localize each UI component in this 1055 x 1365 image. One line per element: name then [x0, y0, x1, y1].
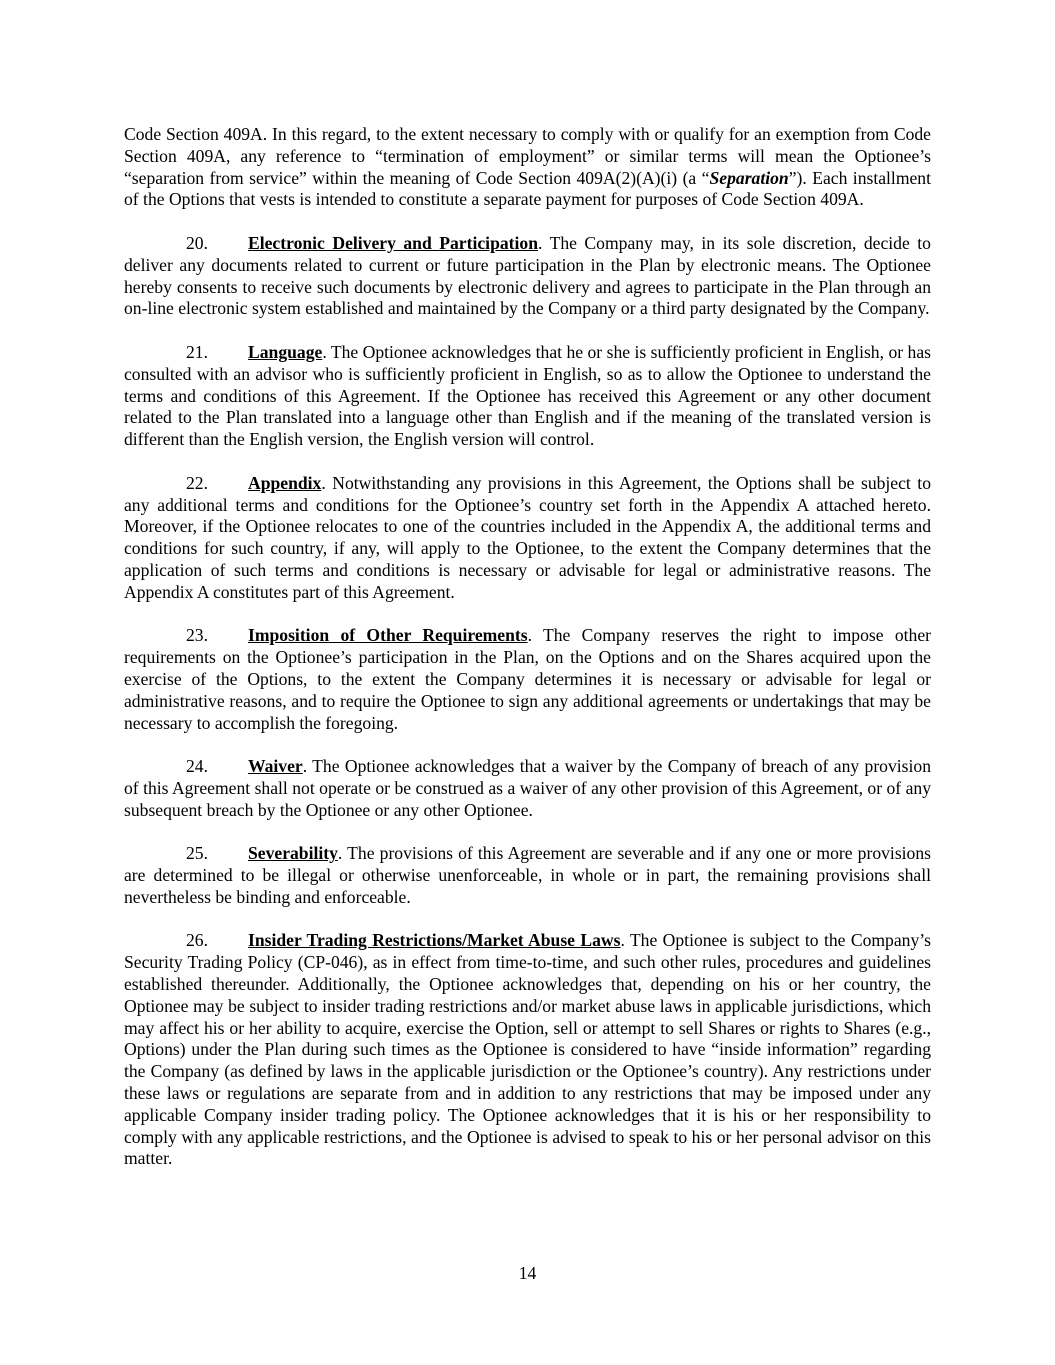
section-heading: Insider Trading Restrictions/Market Abuse Laws [248, 930, 621, 951]
section-body: . The Company may, in its sole discretion, decide to deliver any documents related to current or future participation in the Plan by electronic means. The Optionee hereby consents to receive such documents by electronic delivery and agrees to participate in the Plan through an on-line electronic system established and maintained by the Company or a third party designated by the Company. [124, 232, 931, 319]
section-number: 25. [186, 843, 208, 864]
intro-text-after: ”). Each installment of the Options that vests is intended to constitute a separate payment for purposes of Code Section 409A. [124, 167, 931, 210]
document-page [124, 124, 931, 1192]
section-number: 20. [186, 232, 208, 253]
section-25 [124, 843, 931, 908]
intro-paragraph [124, 124, 931, 211]
section-20 [124, 233, 931, 320]
section-number: 24. [186, 756, 208, 777]
section-number: 26. [186, 930, 208, 951]
section-24 [124, 756, 931, 821]
section-22 [124, 473, 931, 604]
section-number: 22. [186, 472, 208, 493]
section-body: . The provisions of this Agreement are severable and if any one or more provisions are determined to be illegal or otherwise unenforceable, in whole or in part, the remaining provisions shall nevertheless be binding and enforceable. [124, 843, 931, 907]
section-heading: Waiver [248, 756, 303, 777]
section-heading: Electronic Delivery and Participation [248, 232, 538, 253]
defined-term-separation: Separation [709, 167, 789, 188]
section-body: . The Company reserves the right to impose other requirements on the Optionee’s participation in the Plan, on the Options and on the Shares acquired upon the exercise of the Options, to the extent the Company determines it is necessary or advisable for legal or administrative reasons, and to require the Optionee to sign any additional agreements or undertakings that may be necessary to accomplish the foregoing. [124, 625, 931, 733]
section-heading: Language [248, 341, 323, 362]
section-body: . The Optionee acknowledges that a waiver by the Company of breach of any provision of this Agreement shall not operate or be construed as a waiver of any other provision of this Agreement, or of any subsequent breach by the Optionee or any other Optionee. [124, 756, 931, 820]
intro-text-before: Code Section 409A. In this regard, to the extent necessary to comply with or qualify for an exemption from Code Section 409A, any reference to “termination of employment” or similar terms will mean the Optionee’s “separation from service” within the meaning of Code Section 409A(2)(A)(i) (a “ [124, 124, 931, 188]
section-number: 23. [186, 625, 208, 646]
section-number: 21. [186, 341, 208, 362]
section-21 [124, 342, 931, 451]
section-body: . The Optionee acknowledges that he or she is sufficiently proficient in English, or has consulted with an advisor who is sufficiently proficient in English, so as to allow the Optionee to understand the terms and conditions of this Agreement. If the Optionee has received this Agreement or any other document related to the Plan translated into a language other than English and if the meaning of the translated version is different than the English version, the English version will control. [124, 341, 931, 450]
section-23 [124, 625, 931, 734]
page-number: 14 [518, 1263, 537, 1283]
section-heading: Appendix [248, 472, 322, 493]
section-heading: Imposition of Other Requirements [248, 625, 528, 646]
section-heading: Severability [248, 843, 338, 864]
section-body: . Notwithstanding any provisions in this Agreement, the Options shall be subject to any additional terms and conditions for the Optionee’s country set forth in the Appendix A attached hereto. Moreover, if the Optionee relocates to one of the countries included in the Appendix A, the additional terms and conditions for such country, if any, will apply to the Optionee, to the extent the Company determines that the application of such terms and conditions is necessary or advisable for legal or administrative reasons. The Appendix A constitutes part of this Agreement. [124, 472, 931, 602]
section-26 [124, 930, 931, 1170]
section-body: . The Optionee is subject to the Company’s Security Trading Policy (CP-046), as in effect from time-to-time, and such other rules, procedures and guidelines established thereunder. Additionally, the Optionee acknowledges that, depending on his or her country, the Optionee may be subject to insider trading restrictions and/or market abuse laws in applicable jurisdictions, which may affect his or her ability to acquire, exercise the Option, sell or attempt to sell Shares or rights to Shares (e.g., Options) under the Plan during such times as the Optionee is considered to have “inside information” regarding the Company (as defined by laws in the applicable jurisdiction or the Optionee’s country). Any restrictions under these laws or regulations are separate from and in addition to any restrictions that may be imposed under any applicable Company insider trading policy. The Optionee acknowledges that it is his or her responsibility to comply with any applicable restrictions, and the Optionee is advised to speak to his or her personal advisor on this matter. [124, 930, 931, 1169]
